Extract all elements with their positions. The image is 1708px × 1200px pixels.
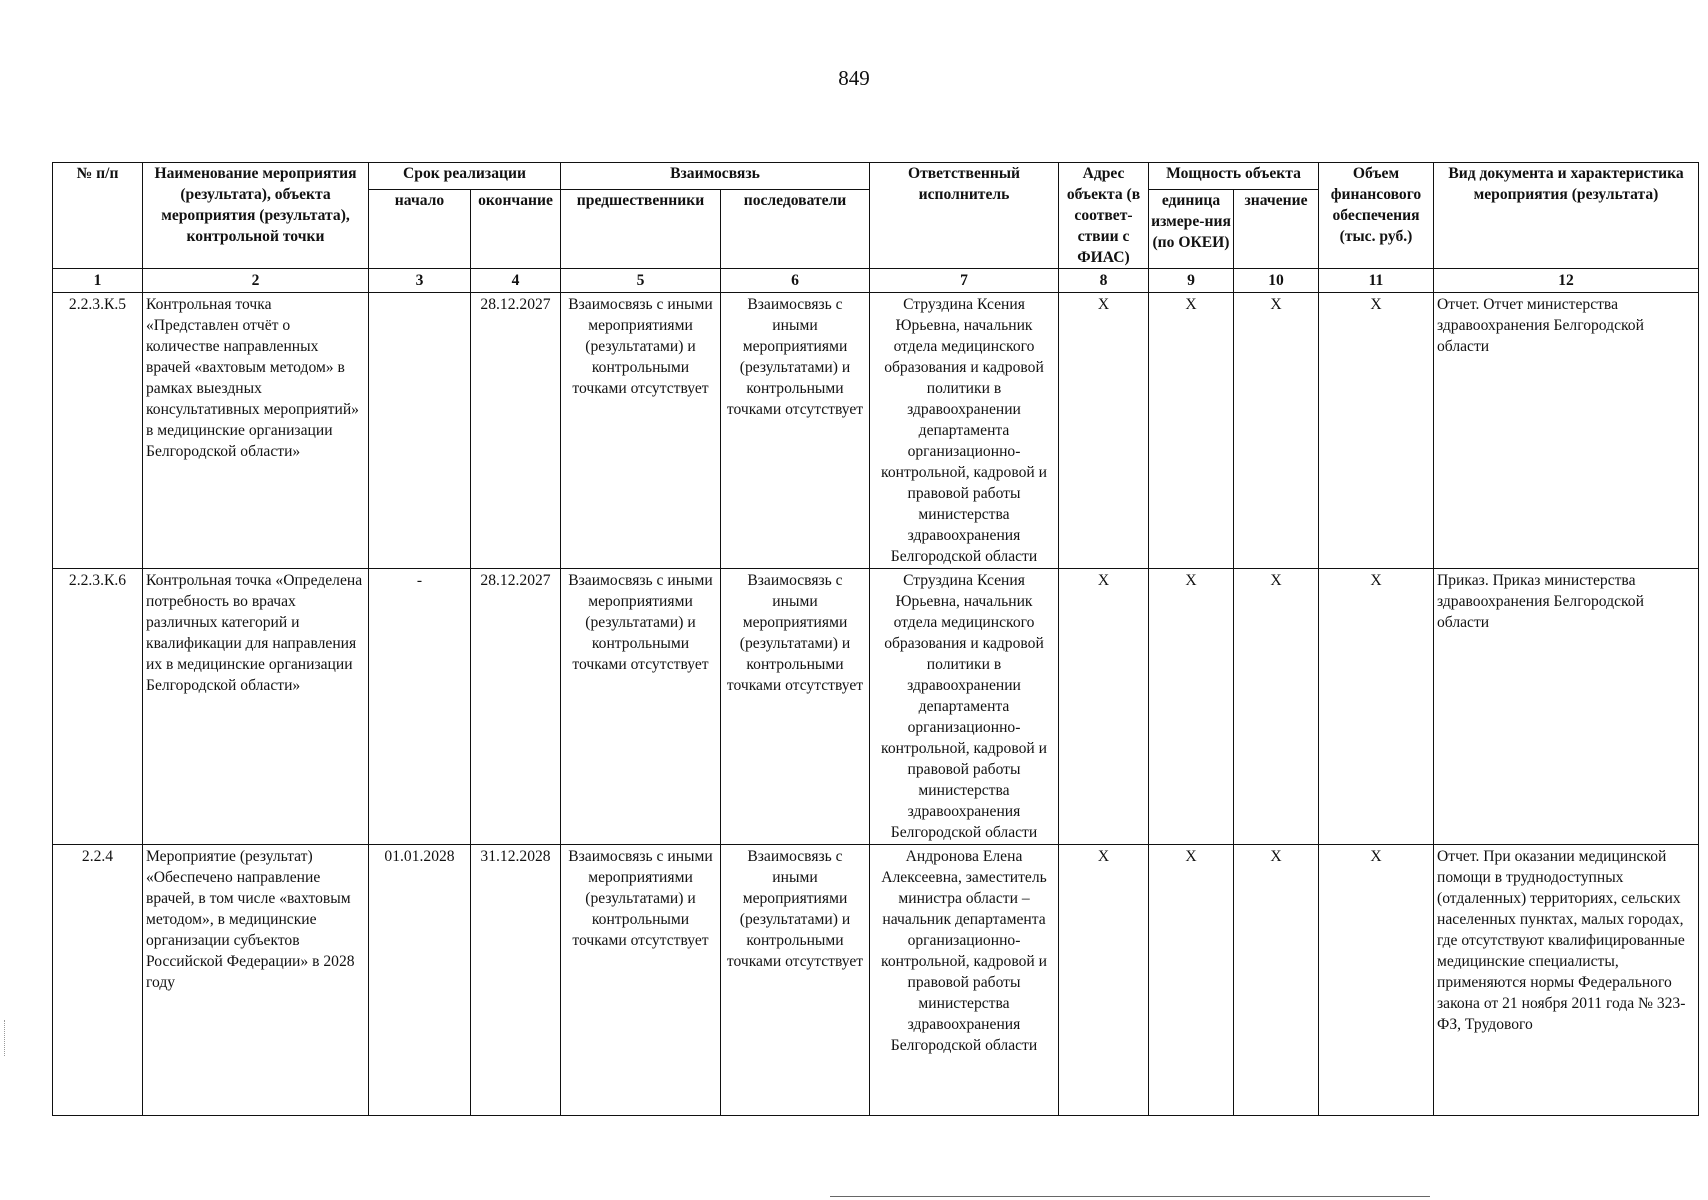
row-unit: X <box>1149 569 1234 845</box>
row-doc: Приказ. Приказ министерства здравоохранения Белгородской области <box>1434 569 1699 845</box>
row-doc: Отчет. Отчет министерства здравоохранения Белгородской области <box>1434 293 1699 569</box>
row-start: 01.01.2028 <box>369 845 471 1116</box>
plan-table <box>52 162 1699 1116</box>
row-address: X <box>1059 293 1149 569</box>
header-name: Наименование мероприятия (результата), объекта мероприятия (результата), контрольной точки <box>143 163 369 269</box>
row-end: 28.12.2027 <box>471 293 561 569</box>
row-number: 2.2.4 <box>53 845 143 1116</box>
row-responsible: Струздина Ксения Юрьевна, начальник отдела медицинского образования и кадровой политики в здравоохранении департамента организационно-контрольной, кадровой и правовой работы министерства здравоохранения Белгородской области <box>870 293 1059 569</box>
row-end: 28.12.2027 <box>471 569 561 845</box>
header-address: Адрес объекта (в соответ-ствии с ФИАС) <box>1059 163 1149 269</box>
header-doc: Вид документа и характеристика мероприятия (результата) <box>1434 163 1699 269</box>
row-value: X <box>1234 293 1319 569</box>
header-successors: последователи <box>721 190 870 269</box>
table-row <box>53 845 1699 1116</box>
row-predecessors: Взаимосвязь с иными мероприятиями (результатами) и контрольными точками отсутствует <box>561 569 721 845</box>
header-start: начало <box>369 190 471 269</box>
row-finance: X <box>1319 845 1434 1116</box>
row-start <box>369 293 471 569</box>
row-finance: X <box>1319 569 1434 845</box>
header-unit: единица измере-ния (по ОКЕИ) <box>1149 190 1234 269</box>
row-value: X <box>1234 569 1319 845</box>
column-number: 10 <box>1234 269 1319 293</box>
column-number: 8 <box>1059 269 1149 293</box>
row-value: X <box>1234 845 1319 1116</box>
column-number: 3 <box>369 269 471 293</box>
column-number: 6 <box>721 269 870 293</box>
page-number: 849 <box>838 66 870 90</box>
row-successors: Взаимосвязь с иными мероприятиями (результатами) и контрольными точками отсутствует <box>721 845 870 1116</box>
column-number: 12 <box>1434 269 1699 293</box>
header-finance: Объем финансового обеспечения (тыс. руб.) <box>1319 163 1434 269</box>
header-relation: Взаимосвязь <box>561 163 870 190</box>
scan-bottom-rule <box>830 1196 1430 1198</box>
header-value: значение <box>1234 190 1319 269</box>
column-number: 4 <box>471 269 561 293</box>
row-start: - <box>369 569 471 845</box>
row-responsible: Андронова Елена Алексеевна, заместитель министра области – начальник департамента организационно-контрольной, кадровой и правовой работы министерства здравоохранения Белгородской области <box>870 845 1059 1116</box>
row-number: 2.2.3.К.5 <box>53 293 143 569</box>
column-number: 7 <box>870 269 1059 293</box>
row-name: Контрольная точка «Определена потребность во врачах различных категорий и квалификации для направления их в медицинские организации Белгородской области» <box>143 569 369 845</box>
row-predecessors: Взаимосвязь с иными мероприятиями (результатами) и контрольными точками отсутствует <box>561 845 721 1116</box>
header-capacity: Мощность объекта <box>1149 163 1319 190</box>
row-doc: Отчет. При оказании медицинской помощи в труднодоступных (отдаленных) территориях, сельских населенных пунктах, малых городах, где отсутствуют квалифицированные медицинские специалисты, применяются нормы Федерального закона от 21 ноября 2011 года № 323-ФЗ, Трудового <box>1434 845 1699 1116</box>
column-number: 1 <box>53 269 143 293</box>
scan-margin-mark <box>4 1020 6 1056</box>
row-successors: Взаимосвязь с иными мероприятиями (результатами) и контрольными точками отсутствует <box>721 569 870 845</box>
row-address: X <box>1059 569 1149 845</box>
row-name: Мероприятие (результат) «Обеспечено направление врачей, в том числе «вахтовым методом», в медицинские организации субъектов Российской Федерации» в 2028 году <box>143 845 369 1116</box>
column-number: 11 <box>1319 269 1434 293</box>
column-number: 9 <box>1149 269 1234 293</box>
row-unit: X <box>1149 845 1234 1116</box>
column-number: 5 <box>561 269 721 293</box>
header-predecessors: предшественники <box>561 190 721 269</box>
row-address: X <box>1059 845 1149 1116</box>
header-responsible: Ответственный исполнитель <box>870 163 1059 269</box>
header-term: Срок реализации <box>369 163 561 190</box>
row-successors: Взаимосвязь с иными мероприятиями (результатами) и контрольными точками отсутствует <box>721 293 870 569</box>
table-row <box>53 569 1699 845</box>
column-number: 2 <box>143 269 369 293</box>
row-predecessors: Взаимосвязь с иными мероприятиями (результатами) и контрольными точками отсутствует <box>561 293 721 569</box>
row-end: 31.12.2028 <box>471 845 561 1116</box>
table-row <box>53 293 1699 569</box>
row-unit: X <box>1149 293 1234 569</box>
column-number-row <box>53 269 1699 293</box>
header-row-1 <box>53 163 1699 190</box>
row-number: 2.2.3.К.6 <box>53 569 143 845</box>
header-end: окончание <box>471 190 561 269</box>
row-responsible: Струздина Ксения Юрьевна, начальник отдела медицинского образования и кадровой политики в здравоохранении департамента организационно-контрольной, кадровой и правовой работы министерства здравоохранения Белгородской области <box>870 569 1059 845</box>
row-name: Контрольная точка «Представлен отчёт о количестве направленных врачей «вахтовым методом» в рамках выездных консультативных мероприятий» в медицинские организации Белгородской области» <box>143 293 369 569</box>
row-finance: X <box>1319 293 1434 569</box>
header-no: № п/п <box>53 163 143 269</box>
